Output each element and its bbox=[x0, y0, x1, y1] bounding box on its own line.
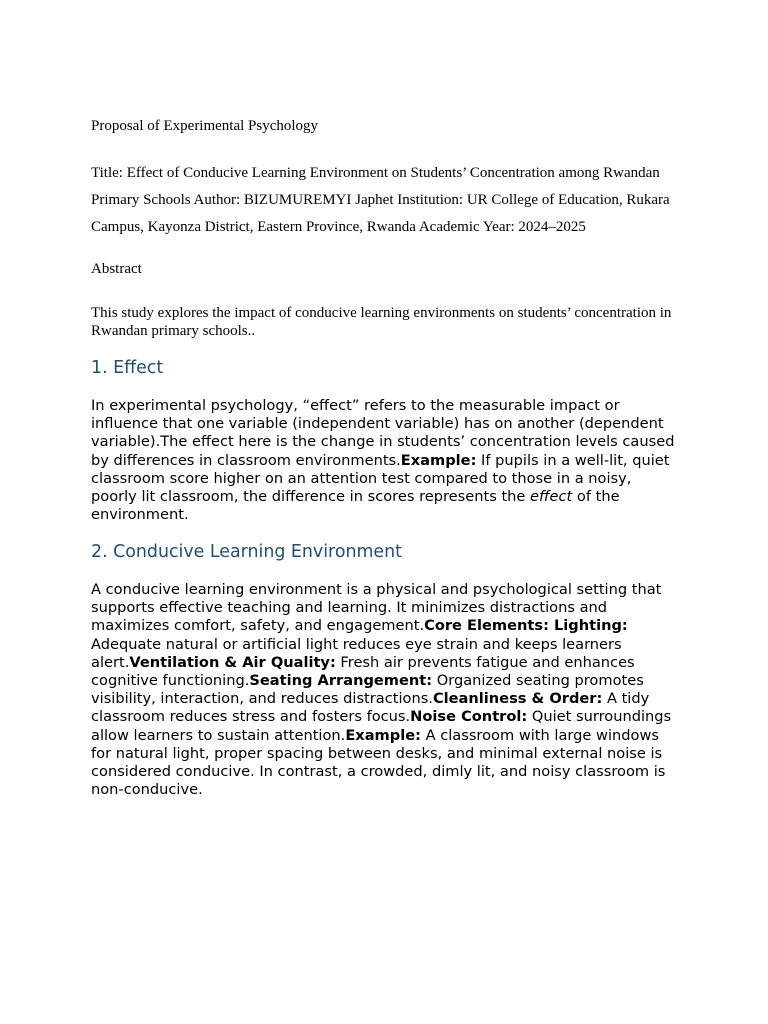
ventilation-label: Ventilation & Air Quality: bbox=[129, 653, 336, 671]
abstract-heading: Abstract bbox=[91, 261, 142, 277]
proposal-title: Proposal of Experimental Psychology bbox=[91, 118, 319, 134]
effect-example-text: If pupils in a well-lit, quiet classroom score higher on an attention test compared to those in a noisy, poorly lit classroom, the difference in scores represents the bbox=[91, 451, 670, 506]
seating-label: Seating Arrangement: bbox=[249, 672, 433, 690]
effect-intro: In experimental psychology, “effect” refers to the measurable impact or influence that one variable (independent variable) has on another (dependent variable).The effect here is the change in students’ concentration levels caused by differences in classroom environments. bbox=[91, 397, 675, 469]
effect-example-label: Example: bbox=[400, 451, 477, 469]
noise-control-text: Quiet surroundings allow learners to sustain attention. bbox=[91, 708, 672, 744]
ventilation-text: Fresh air prevents fatigue and enhances cognitive functioning. bbox=[91, 653, 635, 690]
cle-intro: A conducive learning environment is a physical and psychological setting that supports effective teaching and learning. It minimizes distractions and maximizes comfort, safety, and engagement. bbox=[91, 581, 662, 635]
title-author-block: Title: Effect of Conducive Learning Environment on Students’ Concentration among Rwandan Primary Schools Author: BIZUMUREMYI Japhet Institution: UR College of Education, Rukara Campus, Kayonza District, Eastern Province, Rwanda Academic Year: 2024–2025 bbox=[91, 165, 670, 235]
noise-control-label: Noise Control: bbox=[410, 708, 528, 726]
effect-emphasis: effect bbox=[530, 488, 573, 506]
cleanliness-text: A tidy classroom reduces stress and fosters focus. bbox=[91, 690, 650, 726]
section-heading-effect: 1. Effect bbox=[91, 358, 164, 378]
core-elements-label: Core Elements: Lighting: bbox=[424, 617, 628, 635]
cleanliness-label: Cleanliness & Order: bbox=[432, 690, 603, 708]
effect-paragraph bbox=[91, 397, 681, 524]
lighting-text: Adequate natural or artificial light reduces eye strain and keeps learners alert. bbox=[91, 635, 622, 671]
cle-example-label: Example: bbox=[345, 726, 421, 744]
section-heading-conducive-environment: 2. Conducive Learning Environment bbox=[91, 542, 402, 562]
seating-text: Organized seating promotes visibility, interaction, and reduces distractions. bbox=[91, 672, 644, 708]
effect-example-end: of the environment. bbox=[91, 488, 620, 524]
abstract-text: This study explores the impact of conducive learning environments on students’ concentration in Rwandan primary schools.. bbox=[91, 305, 672, 339]
cle-example-text: A classroom with large windows for natural light, proper spacing between desks, and minimal external noise is considered conducive. In contrast, a crowded, dimly lit, and noisy classroom is non-conducive. bbox=[91, 726, 666, 799]
conducive-environment-paragraph bbox=[91, 581, 681, 799]
